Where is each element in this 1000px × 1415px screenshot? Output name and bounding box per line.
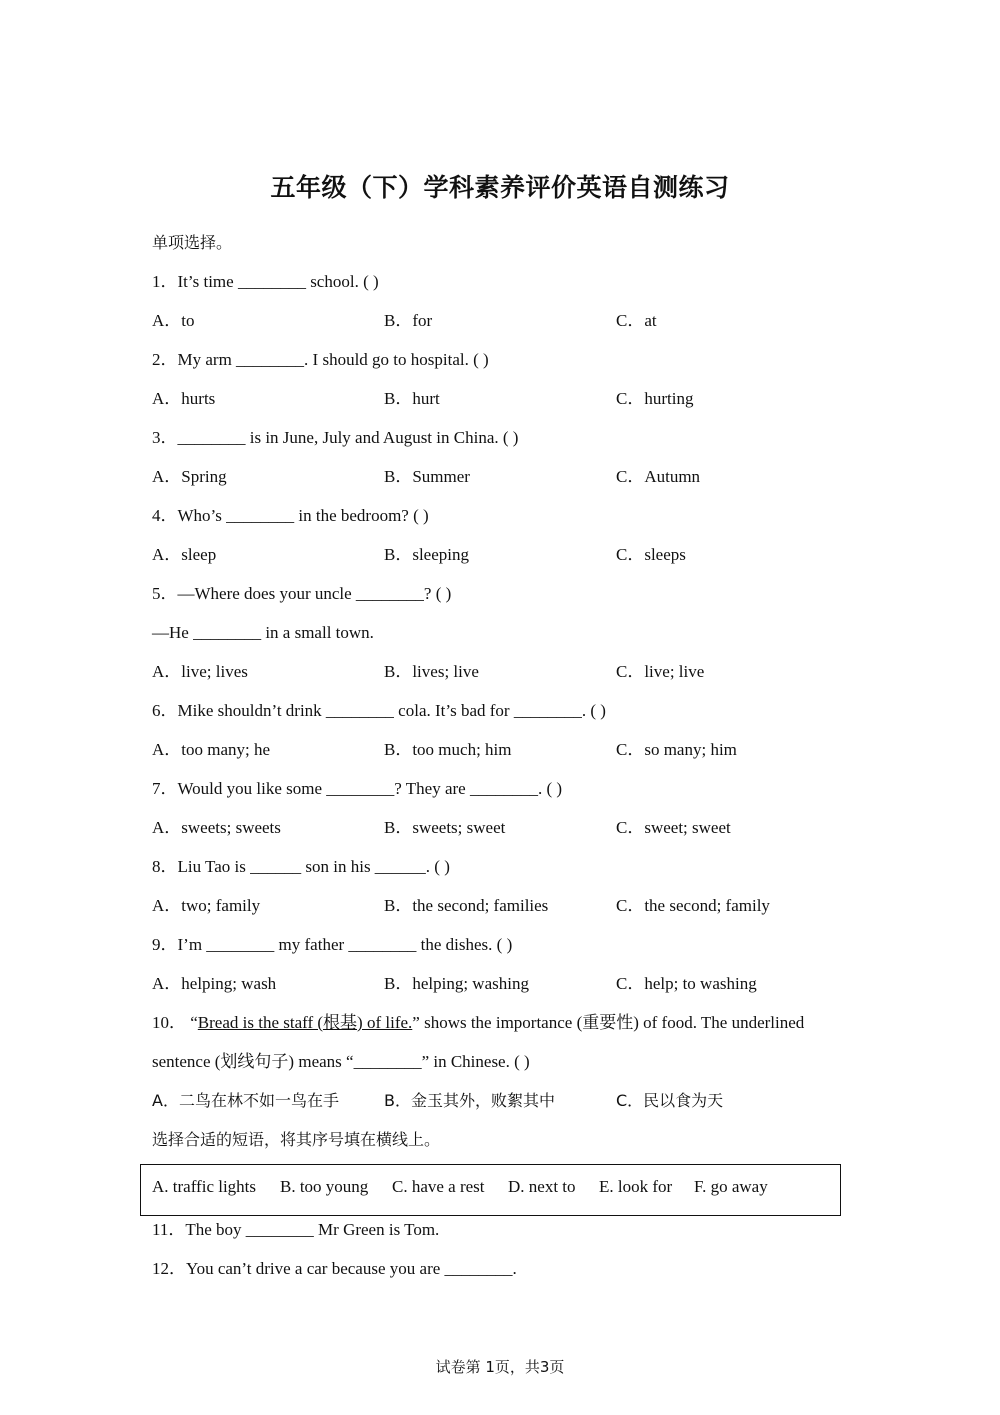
q9-option-a: A．helping; wash (152, 974, 277, 993)
question-9: 9．I’m ________ my father ________ the dishes. ( ) (152, 935, 513, 954)
phrase-c: C. have a rest (392, 1177, 485, 1196)
q1-option-c: C．at (616, 311, 657, 330)
phrase-a: A. traffic lights (152, 1177, 257, 1196)
q2-option-c: C．hurting (616, 389, 694, 408)
q10-option-b: B．金玉其外，败絮其中 (384, 1091, 555, 1110)
q3-option-c: C．Autumn (616, 467, 701, 486)
q7-option-a: A．sweets; sweets (152, 818, 281, 837)
section-heading-multiple-choice: 单项选择。 (152, 233, 233, 252)
q3-option-b: B．Summer (384, 467, 470, 486)
question-2: 2．My arm ________. I should go to hospital. ( ) (152, 350, 489, 369)
q2-option-b: B．hurt (384, 389, 440, 408)
question-12: 12．You can’t drive a car because you are ________. (152, 1259, 517, 1278)
q6-option-b: B．too much; him (384, 740, 512, 759)
q6-option-a: A．too many; he (152, 740, 271, 759)
q7-option-c: C．sweet; sweet (616, 818, 731, 837)
q5-option-c: C．live; live (616, 662, 705, 681)
q1-option-a: A．to (152, 311, 195, 330)
q3-option-a: A．Spring (152, 467, 227, 486)
section-heading-phrases: 选择合适的短语，将其序号填在横线上。 (152, 1130, 441, 1149)
q8-option-a: A．two; family (152, 896, 261, 915)
question-6: 6．Mike shouldn’t drink ________ cola. It’s bad for ________. ( ) (152, 701, 606, 720)
page-footer: 试卷第 1页，共3页 (435, 1358, 565, 1376)
question-11: 11．The boy ________ Mr Green is Tom. (152, 1220, 440, 1239)
q10-underlined-sentence: Bread is the staff (根基) of life. (197, 1013, 413, 1032)
phrase-f: F. go away (694, 1177, 768, 1196)
question-8: 8．Liu Tao is ______ son in his ______. ( ) (152, 857, 450, 876)
q4-option-c: C．sleeps (616, 545, 686, 564)
question-5: 5．—Where does your uncle ________? ( ) (152, 584, 452, 603)
phrase-b: B. too young (280, 1177, 369, 1196)
q10-option-a: A．二鸟在林不如一鸟在手 (152, 1091, 339, 1110)
q10-option-c: C．民以食为天 (616, 1091, 724, 1110)
q7-option-b: B．sweets; sweet (384, 818, 506, 837)
q10-rest: ” shows the importance (重要性) of food. The underlined (412, 1013, 805, 1032)
q8-option-b: B．the second; families (384, 896, 549, 915)
q10-prefix: 10． “ (152, 1013, 198, 1032)
q8-option-c: C．the second; family (616, 896, 770, 915)
phrase-box (140, 1164, 841, 1216)
question-10 (152, 1012, 804, 1034)
question-3: 3．________ is in June, July and August in China. ( ) (152, 428, 519, 447)
q9-option-b: B．helping; washing (384, 974, 529, 993)
q5-option-b: B．lives; live (384, 662, 479, 681)
question-1: 1．It’s time ________ school. ( ) (152, 272, 379, 291)
q1-option-b: B．for (384, 311, 433, 330)
q6-option-c: C．so many; him (616, 740, 737, 759)
q2-option-a: A．hurts (152, 389, 216, 408)
phrase-d: D. next to (508, 1177, 576, 1196)
q9-option-c: C．help; to washing (616, 974, 757, 993)
question-4: 4．Who’s ________ in the bedroom? ( ) (152, 506, 429, 525)
phrase-e: E. look for (599, 1177, 673, 1196)
question-10-line2: sentence (划线句子) means “________” in Chinese. ( ) (152, 1052, 530, 1071)
q5-option-a: A．live; lives (152, 662, 248, 681)
q4-option-a: A．sleep (152, 545, 217, 564)
question-5-reply: —He ________ in a small town. (152, 623, 374, 642)
q4-option-b: B．sleeping (384, 545, 469, 564)
question-7: 7．Would you like some ________? They are ________. ( ) (152, 779, 563, 798)
page-title: 五年级（下）学科素养评价英语自测练习 (270, 173, 730, 202)
